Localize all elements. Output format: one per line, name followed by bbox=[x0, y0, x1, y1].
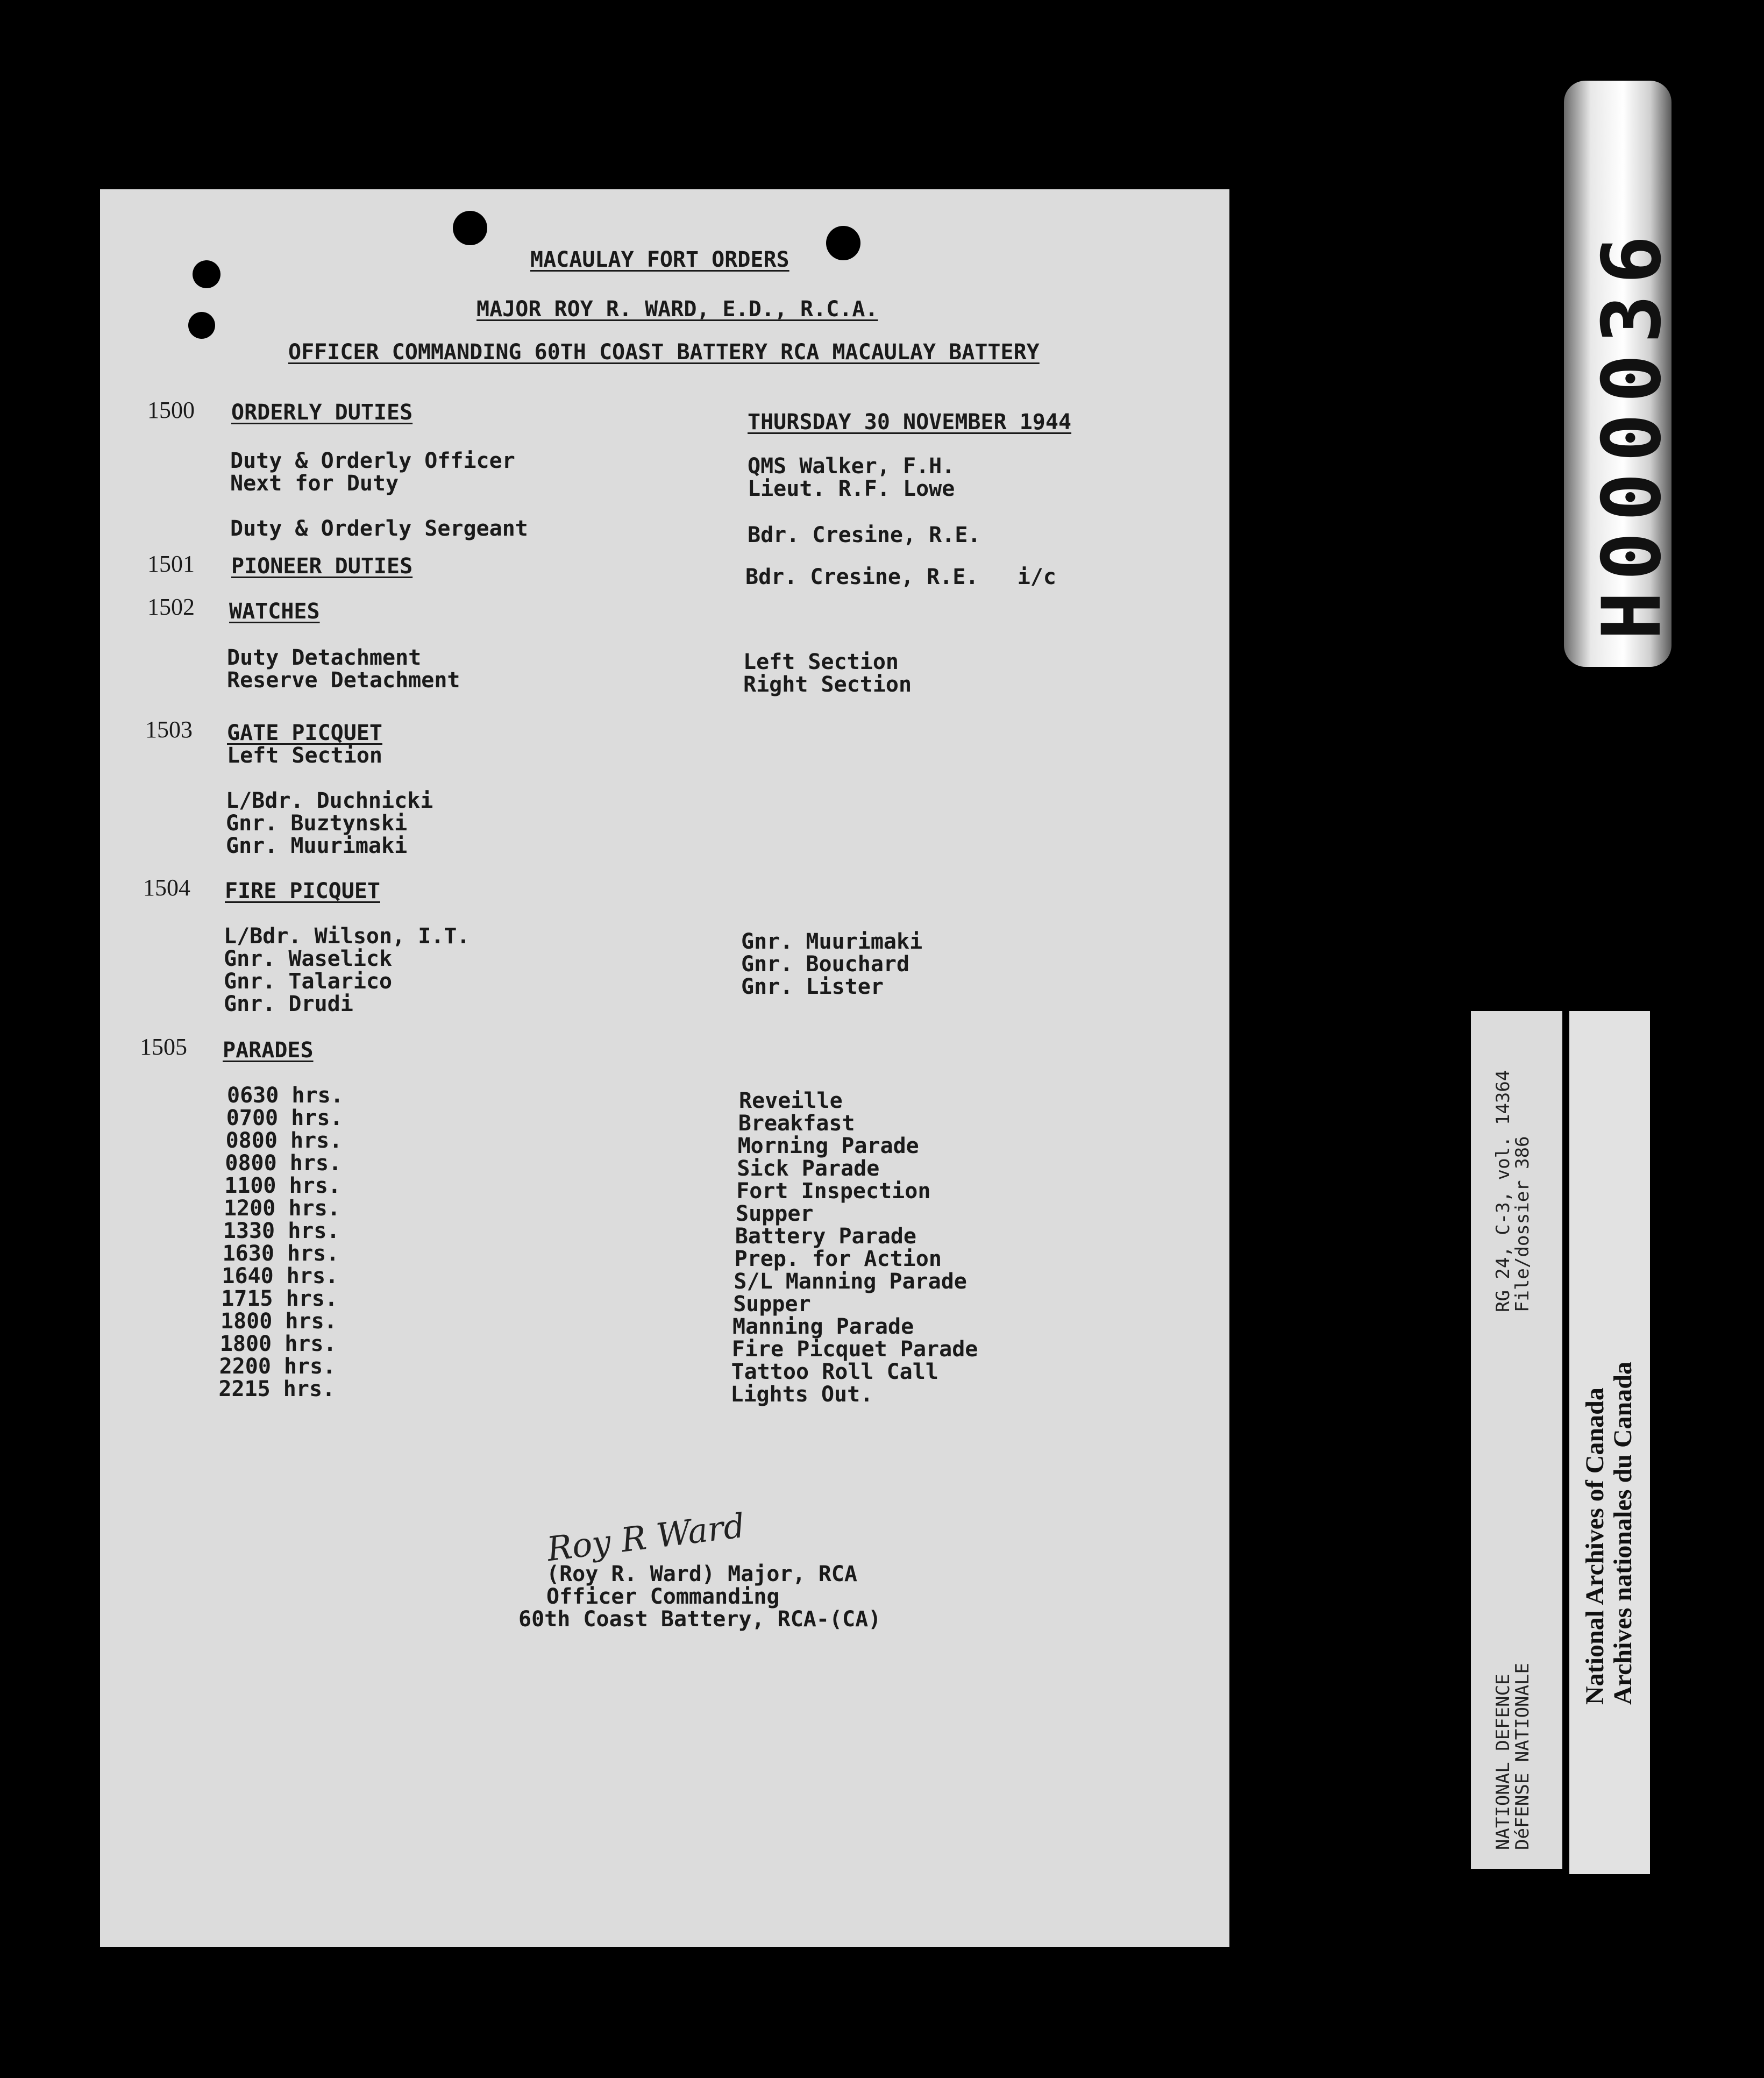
archive-ref-line2: File/dossier 386 bbox=[1512, 1136, 1533, 1312]
parade-event: Fire Picquet Parade bbox=[731, 1337, 978, 1362]
archives-name-fr: Archives nationales du Canada bbox=[1609, 1362, 1637, 1705]
section-heading: ORDERLY DUTIES bbox=[231, 400, 413, 425]
parade-time: 1200 hrs. bbox=[224, 1196, 340, 1221]
parade-time: 1715 hrs. bbox=[221, 1286, 338, 1311]
order-number: 1502 bbox=[147, 594, 195, 620]
signature-unit: 60th Coast Battery, RCA-(CA) bbox=[518, 1607, 881, 1632]
order-date: THURSDAY 30 NOVEMBER 1944 bbox=[748, 410, 1072, 435]
punch-hole bbox=[826, 226, 860, 260]
fire-member-left: L/Bdr. Wilson, I.T. bbox=[224, 924, 470, 949]
department-line2: DéFENSE NATIONALE bbox=[1512, 1663, 1533, 1850]
document-page bbox=[100, 189, 1229, 1947]
gate-member: Gnr. Muurimaki bbox=[226, 834, 408, 858]
parade-time: 1800 hrs. bbox=[219, 1332, 337, 1356]
film-number-tab bbox=[1564, 81, 1679, 667]
pioneer-value: Bdr. Cresine, R.E. i/c bbox=[745, 565, 1056, 589]
gate-section: Left Section bbox=[227, 743, 382, 768]
parade-time: 1100 hrs. bbox=[224, 1173, 341, 1198]
order-number: 1503 bbox=[145, 716, 193, 743]
reserve-detachment-value: Right Section bbox=[743, 672, 912, 697]
next-duty-label: Next for Duty bbox=[230, 471, 399, 496]
parade-time: 1800 hrs. bbox=[220, 1309, 337, 1334]
parade-time: 1630 hrs. bbox=[222, 1241, 339, 1266]
reserve-detachment-label: Reserve Detachment bbox=[227, 668, 460, 693]
parade-event: Tattoo Roll Call bbox=[731, 1360, 938, 1384]
punch-hole bbox=[188, 312, 215, 339]
fire-member-right: Gnr. Bouchard bbox=[741, 952, 910, 977]
punch-hole bbox=[193, 260, 220, 288]
parade-event: Reveille bbox=[739, 1088, 843, 1113]
duty-detachment-label: Duty Detachment bbox=[227, 645, 422, 670]
gate-member: Gnr. Buztynski bbox=[226, 811, 408, 836]
parade-event: Supper bbox=[733, 1292, 811, 1316]
parade-event: Breakfast bbox=[738, 1111, 855, 1136]
parade-event: Lights Out. bbox=[730, 1382, 873, 1407]
archives-name-en: National Archives of Canada bbox=[1581, 1387, 1609, 1705]
parade-time: 0700 hrs. bbox=[226, 1106, 343, 1130]
section-heading: PIONEER DUTIES bbox=[231, 554, 413, 579]
order-number: 1504 bbox=[143, 874, 190, 901]
doc-subtitle: MAJOR ROY R. WARD, E.D., R.C.A. bbox=[476, 297, 878, 322]
archive-ref-line1: RG 24, C-3, vol. 14364 bbox=[1492, 1070, 1514, 1312]
duty-detachment-value: Left Section bbox=[743, 650, 899, 674]
order-number: 1500 bbox=[147, 397, 195, 423]
parade-event: Fort Inspection bbox=[736, 1179, 931, 1204]
fire-member-left: Gnr. Waselick bbox=[224, 947, 393, 971]
section-heading: PARADES bbox=[223, 1038, 314, 1063]
parade-time: 0630 hrs. bbox=[227, 1083, 344, 1108]
fire-member-left: Gnr. Talarico bbox=[224, 969, 393, 994]
archive-reference-strip bbox=[1471, 1011, 1562, 1869]
signature-name: (Roy R. Ward) Major, RCA bbox=[546, 1562, 857, 1586]
fire-member-right: Gnr. Lister bbox=[741, 974, 884, 999]
archives-canada-strip bbox=[1569, 1011, 1650, 1874]
department-line1: NATIONAL DEFENCE bbox=[1492, 1674, 1514, 1850]
parade-event: Sick Parade bbox=[737, 1156, 880, 1181]
handwritten-signature: Roy R Ward bbox=[544, 1505, 747, 1569]
parade-event: Morning Parade bbox=[737, 1134, 919, 1158]
section-heading: FIRE PICQUET bbox=[225, 879, 380, 903]
punch-hole bbox=[453, 211, 487, 245]
parade-time: 0800 hrs. bbox=[225, 1151, 342, 1176]
doc-title: MACAULAY FORT ORDERS bbox=[530, 247, 789, 272]
parade-time: 1330 hrs. bbox=[223, 1219, 340, 1243]
parade-time: 2215 hrs. bbox=[218, 1377, 336, 1401]
film-number: H000036 bbox=[1585, 224, 1679, 640]
parade-event: Prep. for Action bbox=[734, 1247, 942, 1271]
duty-sergeant-label: Duty & Orderly Sergeant bbox=[230, 516, 528, 541]
parade-event: Manning Parade bbox=[732, 1314, 914, 1339]
signature-title: Officer Commanding bbox=[546, 1584, 780, 1609]
section-heading: WATCHES bbox=[229, 599, 320, 624]
fire-member-left: Gnr. Drudi bbox=[224, 992, 353, 1016]
parade-time: 1640 hrs. bbox=[222, 1264, 339, 1289]
duty-officer-label: Duty & Orderly Officer bbox=[230, 449, 515, 473]
order-number: 1501 bbox=[147, 551, 195, 577]
section-heading: GATE PICQUET bbox=[227, 721, 382, 745]
parade-time: 0800 hrs. bbox=[225, 1128, 343, 1153]
parade-event: Battery Parade bbox=[735, 1224, 916, 1249]
doc-subtitle-2: OFFICER COMMANDING 60TH COAST BATTERY RCA MACAULAY BATTERY bbox=[288, 340, 1040, 365]
parade-time: 2200 hrs. bbox=[219, 1354, 336, 1379]
order-number: 1505 bbox=[140, 1034, 187, 1060]
gate-member: L/Bdr. Duchnicki bbox=[226, 788, 433, 813]
parade-event: Supper bbox=[736, 1201, 814, 1226]
duty-sergeant-value: Bdr. Cresine, R.E. bbox=[748, 523, 981, 547]
parade-event: S/L Manning Parade bbox=[734, 1269, 967, 1294]
next-duty-value: Lieut. R.F. Lowe bbox=[748, 476, 955, 501]
duty-officer-value: QMS Walker, F.H. bbox=[748, 454, 955, 479]
fire-member-right: Gnr. Muurimaki bbox=[741, 929, 923, 954]
